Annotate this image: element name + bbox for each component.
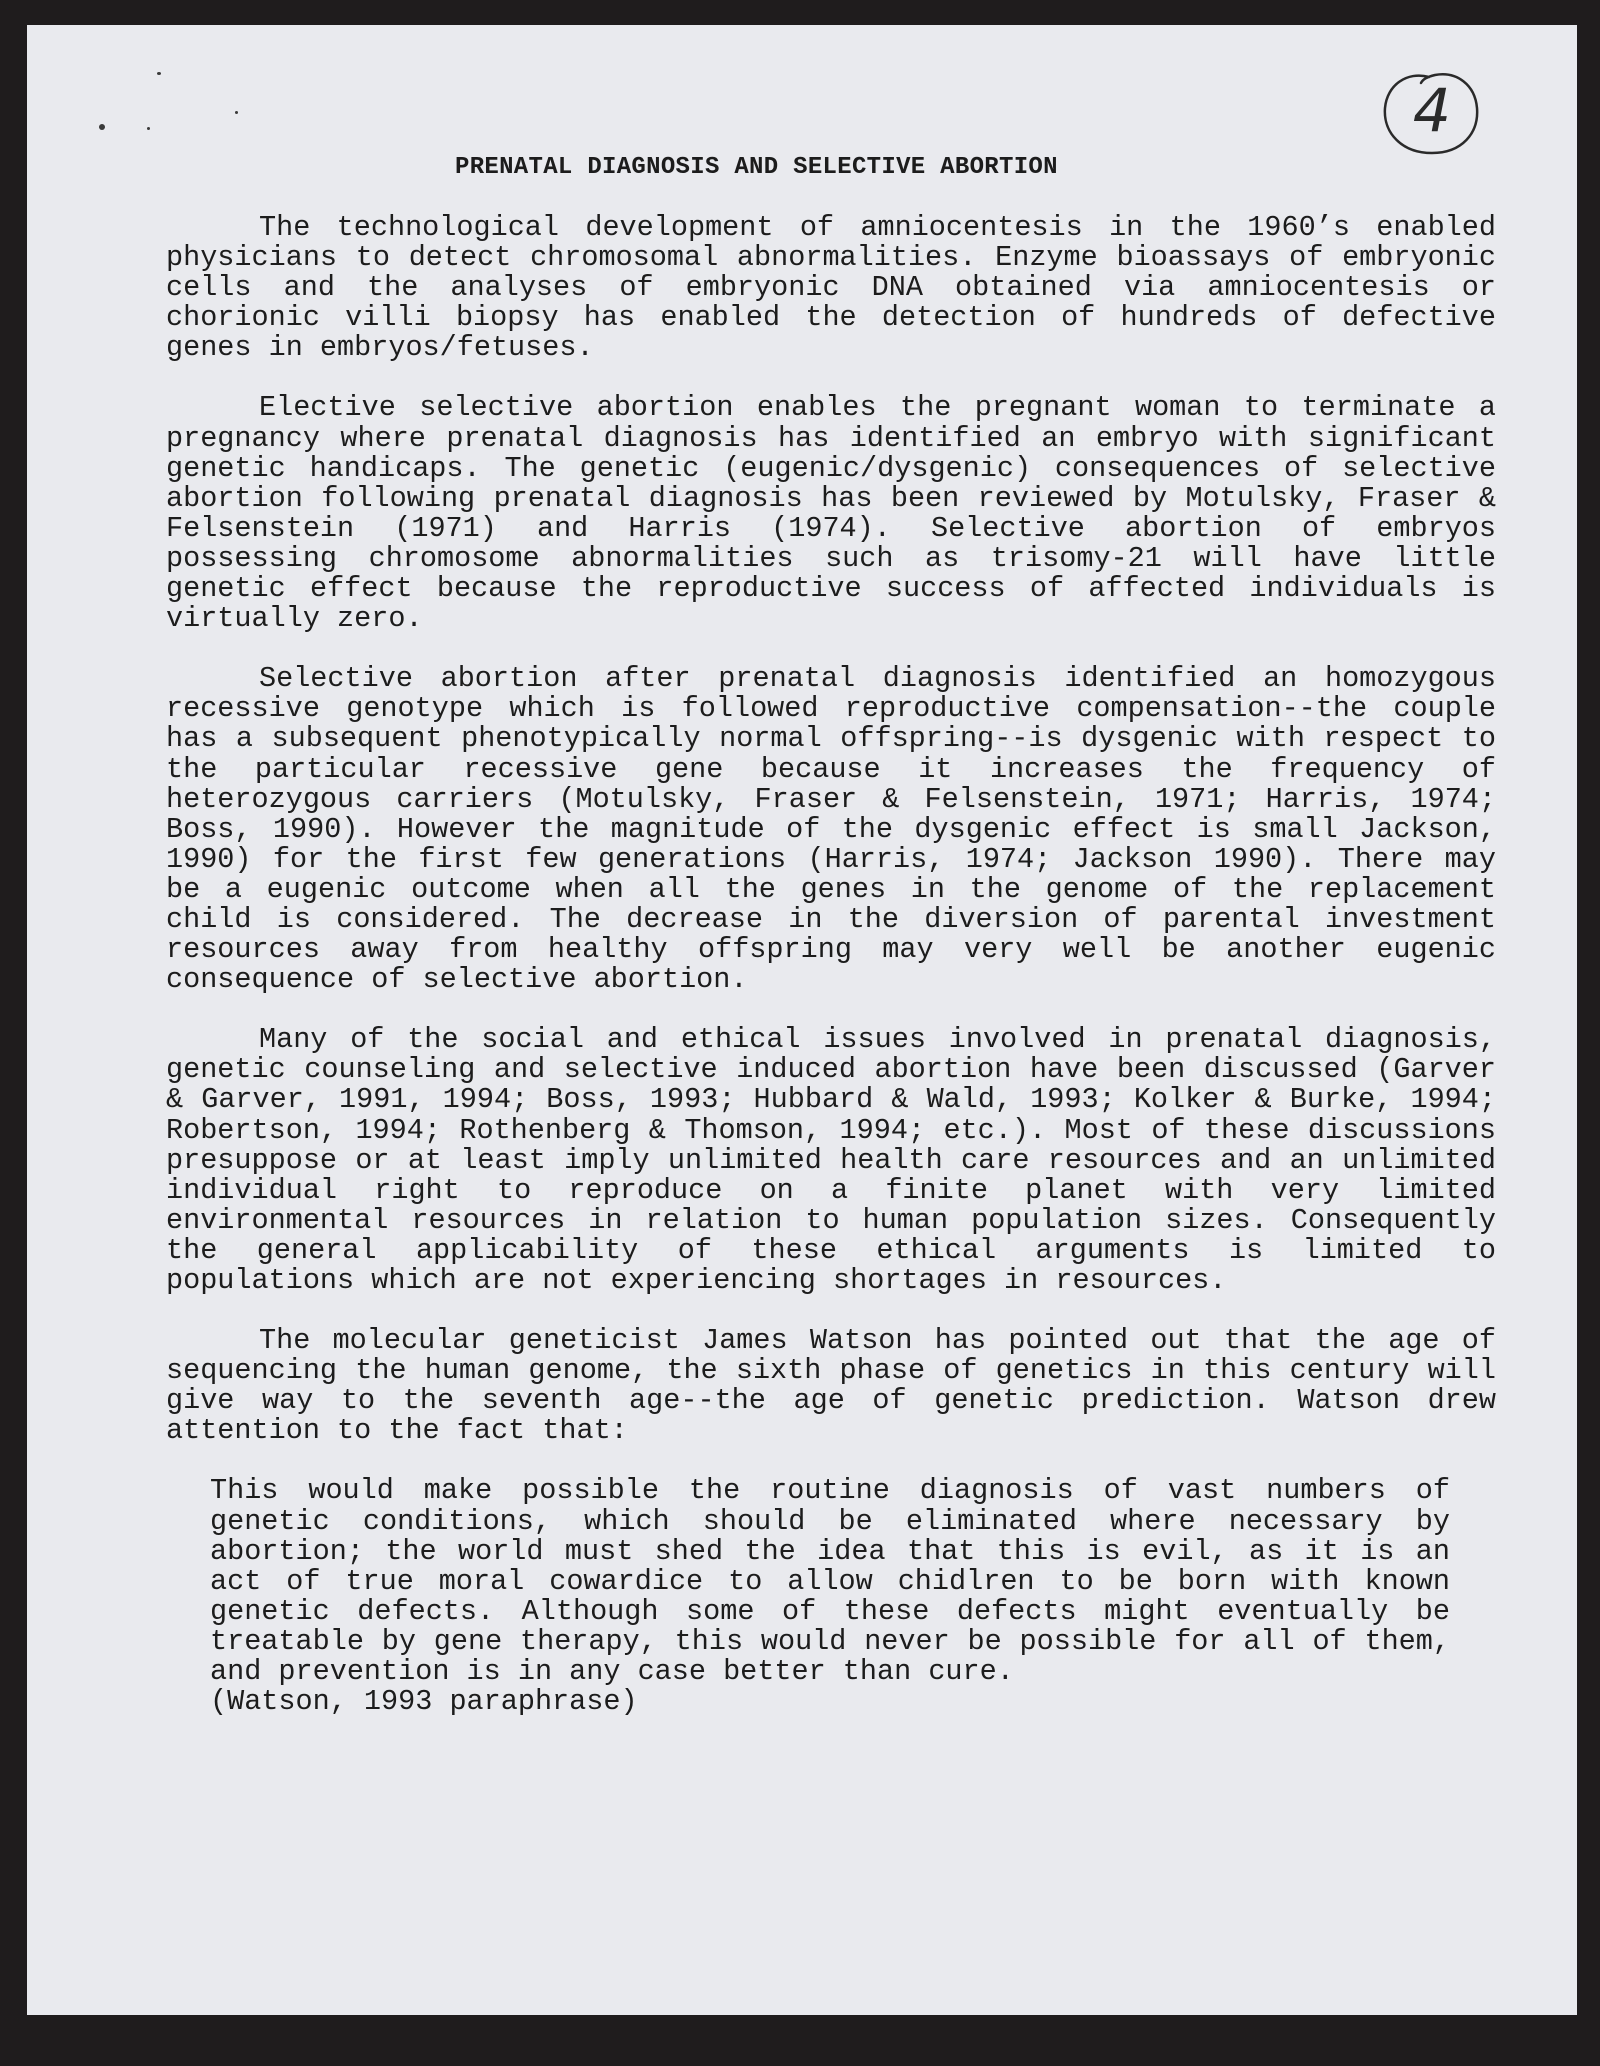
- paragraph-ethical-issues: Many of the social and ethical issues involved in prenatal diagnosis, genetic counseling and selective induced abortion have been discussed (Garver & Garver, 1991, 1994; Boss, 1993; Hubbard & Wald, 1993; Kolker & Burke, 1994; Robertson, 1994; Rothenberg & Thomson, 1994; etc.). Most of these discussions presuppose or at least imply unlimited health care resources and an unlimited individual right to reproduce on a finite planet with very limited environmental resources in relation to human population sizes. Consequently the general applicability of these ethical arguments is limited to populations which are not experiencing shortages in resources.: [166, 1023, 1496, 1297]
- block-quote: This would make possible the routine diagnosis of vast numbers of genetic conditions, which should be eliminated where necessary by abortion; the world must shed the idea that this is evil, as it is an act of true moral cowardice to allow chidlren to be born with known genetic defects. Although some of these defects might eventually be treatable by gene therapy, this would never be possible for all of them, and prevention is in any case better than cure.: [210, 1474, 1450, 1689]
- paragraph-amniocentesis: The technological development of amniocentesis in the 1960’s enabled physicians to detect chromosomal abnormalities. Enzyme bioassays of embryonic cells and the analyses of embryonic DNA obtained via amniocentesis or chorionic villi biopsy has enabled the detection of hundreds of defective genes in embryos/fetuses.: [166, 211, 1496, 365]
- paragraph-watson: The molecular geneticist James Watson has pointed out that the age of sequencing the human genome, the sixth phase of genetics in this century will give way to the seventh age--the age of genetic prediction. Watson drew attention to the fact that:: [166, 1324, 1496, 1448]
- quote-citation: (Watson, 1993 paraphrase): [210, 1685, 638, 1719]
- document-body: [166, 213, 1496, 1717]
- speck-mark: [235, 111, 238, 114]
- document-page: [27, 25, 1577, 2015]
- speck-mark: [99, 124, 105, 130]
- speck-mark: [147, 127, 150, 130]
- document-title: PRENATAL DIAGNOSIS AND SELECTIVE ABORTION: [455, 154, 1058, 181]
- page-number-text: 4: [1412, 76, 1452, 147]
- paragraph-elective-abortion: Elective selective abortion enables the pregnant woman to terminate a pregnancy where prenatal diagnosis has identified an embryo with significant genetic handicaps. The genetic (eugenic/dysgenic) consequences of selective abortion following prenatal diagnosis has been reviewed by Motulsky, Fraser & Felsenstein (1971) and Harris (1974). Selective abortion of embryos possessing chromosome abnormalities such as trisomy-21 will have little genetic effect because the reproductive success of affected individuals is virtually zero.: [166, 391, 1496, 636]
- handwritten-page-number: [1377, 63, 1487, 163]
- speck-mark: [157, 72, 161, 75]
- paragraph-recessive-genotype: Selective abortion after prenatal diagnosis identified an homozygous recessive genotype which is followed reproductive compensation--the couple has a subsequent phenotypically normal offspring--is dysgenic with respect to the particular recessive gene because it increases the frequency of heterozygous carriers (Motulsky, Fraser & Felsenstein, 1971; Harris, 1974; Boss, 1990). However the magnitude of the dysgenic effect is small Jackson, 1990) for the first few generations (Harris, 1974; Jackson 1990). There may be a eugenic outcome when all the genes in the genome of the replacement child is considered. The decrease in the diversion of parental investment resources away from healthy offspring may very well be another eugenic consequence of selective abortion.: [166, 662, 1496, 997]
